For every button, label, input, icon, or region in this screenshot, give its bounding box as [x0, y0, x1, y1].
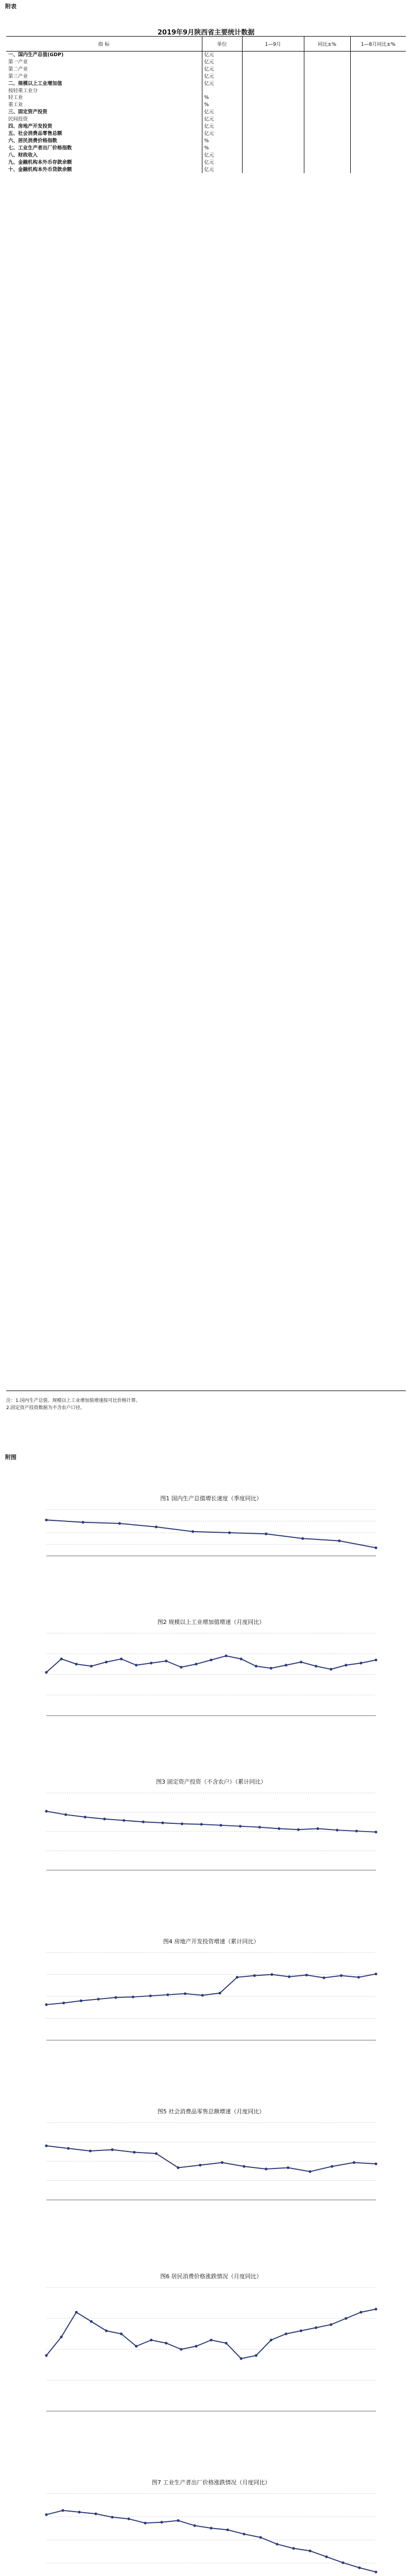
- data-point: [374, 1973, 377, 1975]
- data-point: [90, 2320, 93, 2323]
- data-point: [270, 2338, 272, 2341]
- data-point: [45, 2003, 47, 2006]
- data-point: [345, 2317, 347, 2319]
- data-point: [120, 2332, 123, 2335]
- table-row: [6, 101, 406, 109]
- stats-table: [6, 36, 406, 1391]
- table-row: [6, 116, 406, 123]
- table-header-row: [6, 37, 406, 52]
- data-point: [45, 1519, 47, 1521]
- data-point: [75, 2311, 78, 2313]
- chart-title: 图1 国内生产总值增长速度（季度同比）: [160, 1495, 262, 1502]
- value-cell: [304, 80, 350, 88]
- value-cell: [242, 66, 304, 73]
- data-point: [308, 2170, 311, 2173]
- data-point: [374, 2308, 377, 2310]
- data-point: [105, 2329, 108, 2332]
- data-point: [285, 1664, 287, 1666]
- data-point: [45, 1671, 47, 1673]
- value-cell: [242, 88, 304, 95]
- data-point: [228, 1531, 231, 1534]
- value-cell: [304, 123, 350, 130]
- table-row: [6, 138, 406, 145]
- data-point: [243, 2165, 245, 2167]
- value-cell: [350, 130, 406, 138]
- series-line: [46, 1811, 376, 1832]
- table-row: [6, 59, 406, 66]
- chart-4: [31, 1937, 391, 2056]
- data-point: [336, 1829, 338, 1832]
- data-point: [278, 1827, 280, 1830]
- chart-2: [31, 1618, 391, 1731]
- data-point: [253, 1974, 256, 1977]
- chart-title: 图4 房地产开发投资增速（累计同比）: [163, 1938, 260, 1945]
- table-row: [6, 123, 406, 130]
- value-cell: %: [202, 94, 242, 101]
- value-cell: [350, 88, 406, 95]
- chart-plot: [31, 1948, 381, 2049]
- chart-title: 图5 社会消费品零售总额增速（月度同比）: [157, 2108, 265, 2115]
- value-cell: [350, 123, 406, 130]
- doc-title: 2019年9月陕西省主要统计数据: [157, 29, 255, 37]
- value-cell: [304, 145, 350, 152]
- series-line: [46, 2146, 376, 2172]
- value-cell: 亿元: [202, 166, 242, 174]
- data-point: [111, 2516, 113, 2518]
- data-point: [165, 2342, 167, 2344]
- data-point: [127, 2517, 130, 2520]
- data-point: [316, 1827, 319, 1830]
- data-point: [357, 1976, 360, 1978]
- value-cell: 亿元: [202, 123, 242, 130]
- data-point: [300, 1660, 302, 1663]
- value-cell: [350, 116, 406, 123]
- data-point: [315, 1665, 317, 1667]
- data-point: [192, 1530, 194, 1533]
- data-point: [374, 1658, 377, 1661]
- chart-plot: [31, 1505, 381, 1565]
- data-point: [297, 1828, 300, 1831]
- data-point: [177, 2519, 179, 2522]
- data-point: [285, 2332, 287, 2335]
- data-point: [353, 2161, 355, 2164]
- data-point: [155, 1526, 158, 1528]
- chart-3: [31, 1777, 391, 1886]
- header-yoy: 同比±%: [304, 37, 350, 52]
- data-point: [325, 2555, 328, 2558]
- data-point: [259, 1826, 261, 1828]
- data-point: [265, 1533, 267, 1535]
- data-point: [45, 2144, 47, 2147]
- data-point: [90, 1665, 93, 1667]
- value-cell: [242, 52, 304, 59]
- value-cell: 亿元: [202, 66, 242, 73]
- data-point: [61, 2509, 64, 2512]
- data-point: [60, 1657, 62, 1660]
- chart-6: [31, 2272, 391, 2427]
- data-point: [181, 1822, 183, 1825]
- value-cell: [350, 159, 406, 166]
- data-point: [331, 2165, 333, 2167]
- data-point: [82, 1521, 84, 1523]
- value-cell: %: [202, 101, 242, 109]
- data-point: [315, 2326, 317, 2329]
- indicator-cell: 三、固定资产投资: [8, 109, 48, 115]
- indicator-cell: 二、规模以上工业增加值: [8, 80, 62, 87]
- data-point: [133, 2151, 135, 2154]
- value-cell: [242, 145, 304, 152]
- data-point: [193, 2524, 196, 2527]
- data-point: [374, 2162, 377, 2165]
- chart-1: [31, 1494, 391, 1571]
- data-point: [243, 2533, 245, 2535]
- header-unit: 单位: [202, 37, 242, 52]
- data-point: [195, 1663, 197, 1665]
- data-point: [132, 1995, 134, 1998]
- data-point: [219, 1824, 222, 1826]
- chart-title: 图7 工业生产者出厂价格涨跌情况（月度同比）: [151, 2479, 271, 2486]
- table-row: [6, 152, 406, 159]
- indicator-cell: 第一产业: [8, 59, 28, 65]
- data-point: [259, 2536, 262, 2538]
- value-cell: %: [202, 145, 242, 152]
- data-point: [322, 1976, 325, 1979]
- value-cell: 亿元: [202, 80, 242, 88]
- indicator-cell: 第二产业: [8, 66, 28, 72]
- value-cell: 亿元: [202, 159, 242, 166]
- data-point: [161, 1822, 164, 1824]
- series-line: [46, 2309, 376, 2359]
- data-point: [135, 2345, 138, 2347]
- chart-title: 图3 固定资产投资（不含农户）（累计同比）: [156, 1778, 266, 1785]
- indicator-cell: 轻工业: [8, 95, 23, 101]
- data-point: [308, 2550, 311, 2552]
- header-prev: 1—8月同比±%: [350, 37, 406, 52]
- chart-plot: [31, 2119, 381, 2209]
- chart-plot: [31, 1629, 381, 1725]
- data-point: [80, 1999, 82, 2002]
- data-point: [201, 1994, 204, 1996]
- table-row: [6, 66, 406, 73]
- table-row: [6, 94, 406, 101]
- value-cell: [350, 80, 406, 88]
- value-cell: [242, 109, 304, 116]
- chart-plot: [31, 1789, 381, 1879]
- data-point: [292, 2547, 295, 2550]
- data-point: [330, 1668, 332, 1670]
- table-row: [6, 52, 406, 59]
- data-point: [45, 2513, 47, 2516]
- data-point: [340, 1974, 342, 1977]
- value-cell: [242, 159, 304, 166]
- indicator-cell: 民间投资: [8, 116, 28, 123]
- data-point: [240, 1657, 243, 1660]
- chart-title: 图6 居民消费价格涨跌情况（月度同比）: [160, 2273, 262, 2280]
- data-point: [374, 2571, 377, 2573]
- value-cell: [242, 152, 304, 159]
- data-point: [177, 2166, 179, 2169]
- data-point: [355, 1829, 358, 1832]
- chart-plot: [31, 2489, 381, 2576]
- series-line: [46, 1656, 376, 1672]
- data-point: [210, 1658, 212, 1661]
- data-point: [45, 1810, 47, 1812]
- value-cell: [242, 73, 304, 80]
- value-cell: [350, 59, 406, 66]
- value-cell: [242, 130, 304, 138]
- indicator-cell: 四、房地产开发投资: [8, 124, 53, 130]
- value-cell: [202, 88, 242, 95]
- data-point: [345, 1664, 347, 1666]
- value-cell: [304, 59, 350, 66]
- value-cell: [304, 94, 350, 101]
- data-point: [144, 2522, 146, 2524]
- data-point: [300, 2329, 302, 2332]
- value-cell: [350, 145, 406, 152]
- indicator-cell: 六、居民消费价格指数: [8, 138, 58, 144]
- value-cell: [304, 138, 350, 145]
- data-point: [239, 1825, 242, 1827]
- data-point: [225, 1654, 227, 1657]
- data-point: [105, 1660, 108, 1663]
- data-point: [60, 2335, 62, 2338]
- value-cell: [242, 80, 304, 88]
- series-line: [46, 1974, 376, 2005]
- data-point: [67, 2147, 70, 2149]
- data-point: [240, 2357, 243, 2360]
- value-cell: [304, 109, 350, 116]
- value-cell: 亿元: [202, 73, 242, 80]
- data-point: [265, 2167, 267, 2170]
- value-cell: [350, 52, 406, 59]
- value-cell: [304, 101, 350, 109]
- data-point: [89, 2149, 92, 2152]
- value-cell: [242, 138, 304, 145]
- data-point: [226, 2529, 229, 2531]
- data-point: [78, 2511, 80, 2513]
- data-point: [200, 1823, 203, 1825]
- data-point: [62, 2002, 65, 2004]
- value-cell: [242, 101, 304, 109]
- data-point: [84, 1816, 87, 1818]
- value-cell: 亿元: [202, 52, 242, 59]
- series-line: [46, 2511, 376, 2572]
- value-cell: [304, 159, 350, 166]
- table-row: [6, 73, 406, 80]
- data-point: [301, 1537, 304, 1540]
- value-cell: [350, 109, 406, 116]
- data-point: [111, 2148, 113, 2151]
- value-cell: [350, 166, 406, 174]
- note-line: 注：1.国内生产总值、规模以上工业增加值增速按可比价格计算。: [6, 1398, 141, 1403]
- data-point: [180, 1666, 182, 1668]
- data-point: [135, 1664, 138, 1666]
- data-point: [118, 1522, 121, 1524]
- data-point: [155, 2152, 158, 2155]
- value-cell: 亿元: [202, 109, 242, 116]
- data-point: [180, 2348, 182, 2350]
- data-point: [166, 1993, 169, 1996]
- data-point: [165, 1659, 167, 1662]
- value-cell: [350, 101, 406, 109]
- data-point: [210, 2527, 212, 2529]
- value-cell: [242, 123, 304, 130]
- data-point: [149, 1994, 152, 1997]
- data-point: [97, 1998, 99, 2001]
- data-point: [330, 2323, 332, 2326]
- value-cell: [304, 88, 350, 95]
- data-point: [64, 1814, 67, 1816]
- data-point: [184, 1992, 186, 1995]
- data-point: [199, 2164, 201, 2166]
- indicator-cell: 一、国内生产总值(GDP): [8, 52, 64, 58]
- chart-plot: [31, 2283, 381, 2420]
- data-point: [210, 2338, 212, 2341]
- value-cell: [304, 130, 350, 138]
- data-point: [270, 1667, 272, 1669]
- table-notes: [6, 1397, 406, 1412]
- data-point: [358, 2566, 360, 2569]
- data-point: [270, 1973, 273, 1976]
- value-cell: [304, 52, 350, 59]
- value-cell: 亿元: [202, 116, 242, 123]
- value-cell: [350, 152, 406, 159]
- table-row: [6, 130, 406, 138]
- data-point: [120, 1657, 123, 1660]
- data-point: [287, 2166, 289, 2169]
- data-point: [160, 2521, 163, 2523]
- data-point: [374, 1547, 377, 1549]
- indicator-cell: 第三产业: [8, 73, 28, 79]
- value-cell: [350, 66, 406, 73]
- chart-7: [31, 2478, 391, 2576]
- data-point: [359, 1662, 362, 1664]
- indicator-cell: 七、工业生产者出厂价格指数: [8, 145, 72, 151]
- data-point: [150, 2338, 152, 2341]
- data-point: [255, 1665, 258, 1667]
- data-point: [45, 2354, 47, 2357]
- data-point: [288, 1975, 290, 1978]
- table-row: [6, 80, 406, 88]
- value-cell: [304, 152, 350, 159]
- indicator-cell: 按轻重工业分: [8, 88, 38, 94]
- value-cell: [242, 94, 304, 101]
- header-indicator: 指 标: [6, 37, 202, 52]
- indicator-cell: 八、财政收入: [8, 152, 38, 158]
- value-cell: [304, 73, 350, 80]
- data-point: [195, 2345, 197, 2347]
- value-cell: [304, 66, 350, 73]
- value-cell: [350, 138, 406, 145]
- data-point: [218, 1992, 221, 1994]
- value-cell: 亿元: [202, 152, 242, 159]
- table-row: [6, 88, 406, 95]
- data-point: [221, 2161, 224, 2164]
- value-cell: [304, 166, 350, 174]
- data-point: [94, 2513, 97, 2515]
- data-point: [359, 2311, 362, 2313]
- indicator-cell: 五、社会消费品零售总额: [8, 130, 62, 137]
- data-point: [374, 1831, 377, 1833]
- value-cell: 亿元: [202, 59, 242, 66]
- header-period: 1—9月: [242, 37, 304, 52]
- data-point: [341, 2562, 344, 2564]
- chart-title: 图2 规模以上工业增加值增速（月度同比）: [157, 1619, 265, 1625]
- data-point: [150, 1662, 152, 1664]
- table-row: [6, 159, 406, 166]
- data-point: [305, 1974, 308, 1976]
- figures-label: 附图: [5, 1454, 16, 1461]
- data-point: [114, 1996, 117, 1999]
- series-line: [46, 1520, 376, 1548]
- table-row: [6, 109, 406, 116]
- data-point: [255, 2354, 258, 2357]
- doc-label: 附表: [5, 3, 16, 10]
- data-point: [338, 1539, 340, 1542]
- value-cell: [304, 116, 350, 123]
- table-row: [6, 145, 406, 152]
- value-cell: [242, 166, 304, 174]
- indicator-cell: 九、金融机构本外币存款余额: [8, 159, 72, 165]
- value-cell: [242, 116, 304, 123]
- note-line: 2.固定资产投资数据为不含农户口径。: [6, 1405, 85, 1411]
- value-cell: %: [202, 138, 242, 145]
- value-cell: [350, 73, 406, 80]
- chart-5: [31, 2107, 391, 2215]
- data-point: [103, 1818, 106, 1820]
- data-point: [276, 2543, 278, 2546]
- data-point: [142, 1821, 145, 1823]
- table-row: [6, 166, 406, 174]
- data-point: [75, 1663, 78, 1665]
- value-cell: [242, 59, 304, 66]
- value-cell: 亿元: [202, 130, 242, 138]
- indicator-cell: 十、金融机构本外币贷款余额: [8, 166, 72, 173]
- value-cell: [350, 94, 406, 101]
- data-point: [225, 2342, 227, 2344]
- data-point: [123, 1819, 125, 1822]
- data-point: [236, 1976, 238, 1978]
- indicator-cell: 重工业: [8, 102, 23, 108]
